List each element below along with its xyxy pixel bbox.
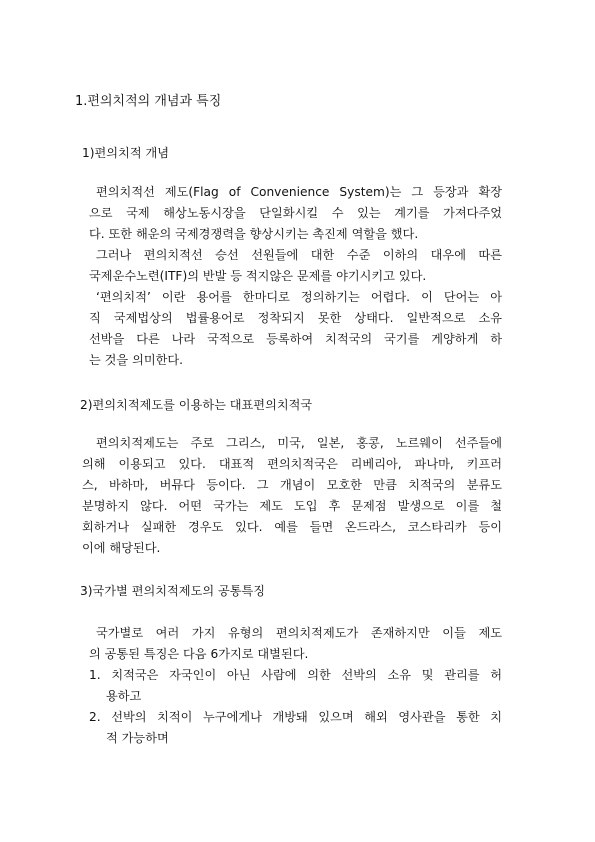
paragraph-line: 국가별로 여러 가지 유형의 편의치적제도가 존재하지만 이들 제도 — [96, 626, 502, 640]
paragraph-line: 분명하지 않다. 어떤 국가는 제도 도입 후 문제점 발생으로 이를 철 — [82, 499, 502, 513]
paragraph-line: 다. 또한 해운의 국제경쟁력을 향상시키는 촉진제 역할을 했다. — [89, 227, 419, 241]
list-item: 2. 선박의 치적이 누구에게나 개방돼 있으며 해외 영사관을 통한 치 — [89, 710, 502, 724]
paragraph-line: 직 국제법상의 법률용어로 정착되지 못한 상태다. 일반적으로 소유 — [89, 311, 502, 325]
list-item-continuation: 적 가능하며 — [106, 731, 169, 745]
paragraph-line: 의 공통된 특징은 다음 6가지로 대별된다. — [89, 647, 309, 661]
list-item-continuation: 용하고 — [106, 689, 142, 703]
paragraph-line: 그러나 편의치적선 승선 선원들에 대한 수준 이하의 대우에 따른 — [96, 248, 502, 262]
paragraph-line: 이에 해당된다. — [82, 541, 161, 555]
paragraph-line: 으로 국제 해상노동시장을 단일화시킬 수 있는 계기를 가져다주었 — [89, 206, 502, 220]
paragraph-line: 국제운수노련(ITF)의 반발 등 적지않은 문제를 야기시키고 있다. — [89, 269, 427, 283]
section-heading-3: 3)국가별 편의치적제도의 공통특징 — [80, 584, 266, 598]
paragraph-line: 는 것을 의미한다. — [89, 353, 184, 367]
section-heading-2: 2)편의치적제도를 이용하는 대표편의치적국 — [80, 398, 313, 412]
paragraph-line: 의해 이용되고 있다. 대표적 편의치적국은 리베리아, 파나마, 키프러 — [82, 457, 502, 471]
paragraph-line: 편의치적선 제도(Flag of Convenience System)는 그 등장과 확장 — [96, 185, 502, 199]
list-item: 1. 치적국은 자국인이 아닌 사람에 의한 선박의 소유 및 관리를 허 — [89, 668, 502, 682]
paragraph-line: 스, 바하마, 버뮤다 등이다. 그 개념이 모호한 만큼 치적국의 분류도 — [82, 478, 502, 492]
section-heading-1: 1)편의치적 개념 — [82, 146, 170, 160]
document-title: 1.편의치적의 개념과 특징 — [75, 94, 222, 109]
paragraph-line: 선박을 다른 나라 국적으로 등록하여 치적국의 국기를 게양하게 하 — [89, 332, 502, 346]
paragraph-line: 편의치적제도는 주로 그리스, 미국, 일본, 홍콩, 노르웨이 선주들에 — [96, 436, 502, 450]
paragraph-line: ‘편의치적’ 이란 용어를 한마디로 정의하기는 어렵다. 이 단어는 아 — [96, 290, 502, 304]
paragraph-line: 회하거나 실패한 경우도 있다. 예를 들면 온드라스, 코스타리카 등이 — [82, 520, 502, 534]
